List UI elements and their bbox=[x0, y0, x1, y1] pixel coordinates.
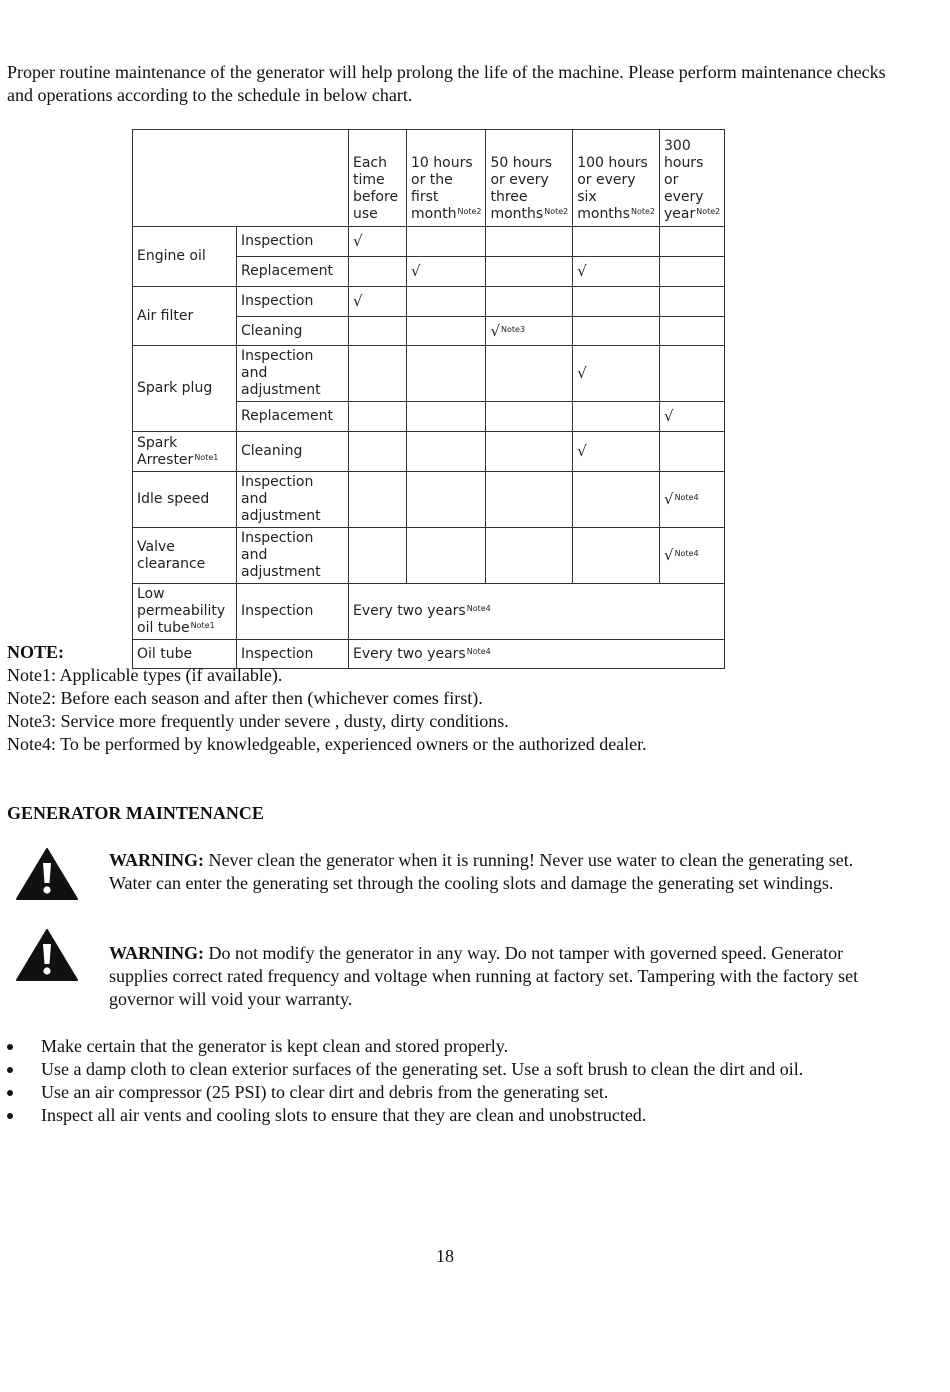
table-row bbox=[133, 528, 725, 584]
item-oil-tube: Oil tube bbox=[133, 640, 237, 669]
op-inspection: Inspection bbox=[237, 584, 349, 640]
header-50-hours: 50 hours or every three months$^{Note2}$ bbox=[486, 130, 573, 227]
check-mark: √ bbox=[573, 432, 660, 472]
note-3: Note3: Service more frequently under severe , dusty, dirty conditions. bbox=[7, 711, 509, 731]
op-replacement: Replacement bbox=[237, 257, 349, 287]
section-title: GENERATOR MAINTENANCE bbox=[7, 803, 264, 823]
list-item: Use a damp cloth to clean exterior surfaces of the generating set. Use a soft brush to clean the dirt and oil. bbox=[7, 1058, 887, 1081]
check-mark: √ bbox=[573, 257, 660, 287]
bullet-icon bbox=[7, 1067, 13, 1073]
bullet-icon bbox=[7, 1044, 13, 1050]
op-inspection-adjustment: Inspection and adjustment bbox=[237, 346, 349, 402]
header-each-time: Each time before use bbox=[349, 130, 407, 227]
op-cleaning: Cleaning bbox=[237, 317, 349, 346]
warning-1: WARNING: Never clean the generator when it is running! Never use water to clean the generating set. Water can enter the generating set through the cooling slots and damage the generating set windings. bbox=[109, 850, 854, 893]
warning-icon bbox=[15, 928, 79, 982]
check-mark-note4: √$^{Note4}$ bbox=[660, 472, 725, 528]
op-inspection: Inspection bbox=[237, 287, 349, 317]
check-mark: √ bbox=[349, 287, 407, 317]
item-low-permeability-oil-tube: Low permeability oil tube$^{Note1}$ bbox=[133, 584, 237, 640]
every-two-years-cell: Every two years$^{Note4}$ bbox=[349, 640, 725, 669]
item-spark-arrester: Spark Arrester$^{Note1}$ bbox=[133, 432, 237, 472]
list-item: Make certain that the generator is kept clean and stored properly. bbox=[7, 1035, 887, 1058]
table-row bbox=[133, 227, 725, 257]
every-two-years-cell: Every two years$^{Note4}$ bbox=[349, 584, 725, 640]
op-cleaning: Cleaning bbox=[237, 432, 349, 472]
item-air-filter: Air filter bbox=[133, 287, 237, 346]
table-row bbox=[133, 472, 725, 528]
item-idle-speed: Idle speed bbox=[133, 472, 237, 528]
warning-2: WARNING: Do not modify the generator in any way. Do not tamper with governed speed. Generator supplies correct rated frequency and voltage when running at factory set. Tampering with the factory set governor will void your warranty. bbox=[109, 943, 859, 1009]
check-mark-note4: √$^{Note4}$ bbox=[660, 528, 725, 584]
check-mark: √ bbox=[660, 402, 725, 432]
op-replacement: Replacement bbox=[237, 402, 349, 432]
header-10-hours: 10 hours or the first month$^{Note2}$ bbox=[407, 130, 486, 227]
maintenance-schedule-table bbox=[132, 129, 725, 669]
op-inspection-adjustment: Inspection and adjustment bbox=[237, 472, 349, 528]
table-row bbox=[133, 346, 725, 402]
table-row bbox=[133, 287, 725, 317]
table-row bbox=[133, 432, 725, 472]
check-mark-note3: √$^{Note3}$ bbox=[486, 317, 573, 346]
check-mark: √ bbox=[349, 227, 407, 257]
note-1: Note1: Applicable types (if available). bbox=[7, 665, 283, 685]
list-item: Use an air compressor (25 PSI) to clear dirt and debris from the generating set. bbox=[7, 1081, 887, 1104]
bullet-icon bbox=[7, 1113, 13, 1119]
note-4: Note4: To be performed by knowledgeable, experienced owners or the authorized dealer. bbox=[7, 734, 647, 754]
check-mark: √ bbox=[407, 257, 486, 287]
maintenance-bullet-list bbox=[7, 1035, 887, 1127]
op-inspection: Inspection bbox=[237, 640, 349, 669]
item-valve-clearance: Valve clearance bbox=[133, 528, 237, 584]
header-100-hours: 100 hours or every six months$^{Note2}$ bbox=[573, 130, 660, 227]
intro-paragraph: Proper routine maintenance of the generator will help prolong the life of the machine. Please perform maintenance checks and operations according to the schedule in below chart. bbox=[7, 62, 886, 105]
header-300-hours: 300 hours or every year$^{Note2}$ bbox=[660, 130, 725, 227]
notes-title: NOTE: bbox=[7, 642, 65, 662]
table-row bbox=[133, 584, 725, 640]
item-spark-plug: Spark plug bbox=[133, 346, 237, 432]
op-inspection-adjustment: Inspection and adjustment bbox=[237, 528, 349, 584]
op-inspection: Inspection bbox=[237, 227, 349, 257]
note-2: Note2: Before each season and after then (whichever comes first). bbox=[7, 688, 483, 708]
page-number: 18 bbox=[436, 1246, 454, 1266]
notes-section bbox=[7, 641, 907, 756]
item-engine-oil: Engine oil bbox=[133, 227, 237, 287]
list-item: Inspect all air vents and cooling slots to ensure that they are clean and unobstructed. bbox=[7, 1104, 887, 1127]
table-header-row bbox=[133, 130, 725, 227]
warning-icon bbox=[15, 847, 79, 901]
header-blank-cell bbox=[133, 130, 349, 227]
check-mark: √ bbox=[573, 346, 660, 402]
bullet-icon bbox=[7, 1090, 13, 1096]
